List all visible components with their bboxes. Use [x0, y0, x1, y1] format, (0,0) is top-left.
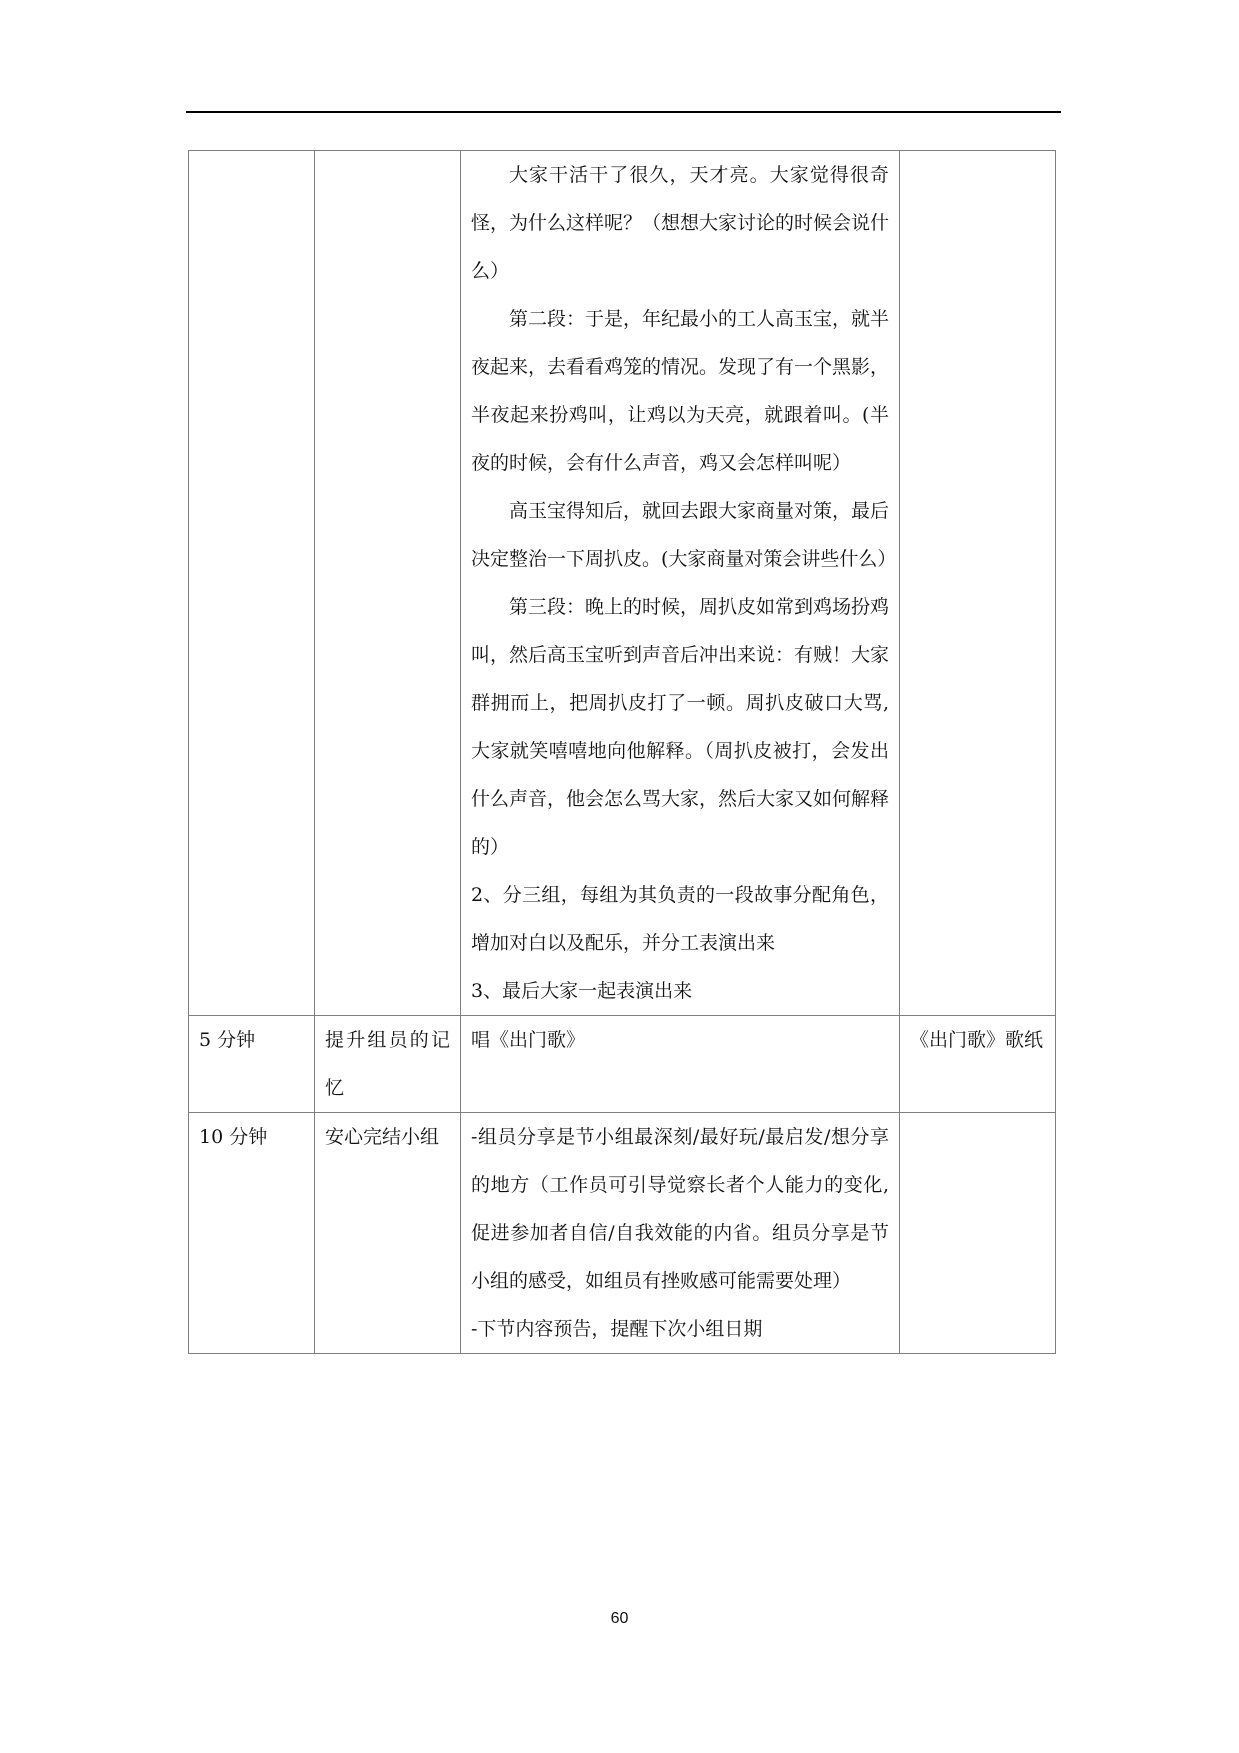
session-plan-table — [188, 150, 1056, 1354]
time-cell — [189, 151, 315, 1016]
page-number: 60 — [610, 1610, 629, 1627]
materials-cell: 《出门歌》歌纸 — [900, 1016, 1056, 1113]
table-row — [189, 1113, 1056, 1354]
content-paragraph: 唱《出门歌》 — [471, 1029, 586, 1051]
content-paragraph: 3、最后大家一起表演出来 — [471, 980, 693, 1002]
header-rule — [186, 111, 1061, 113]
goal-cell — [315, 151, 461, 1016]
table-row-continued — [189, 151, 1056, 1016]
goal-cell: 提升组员的记忆 — [315, 1016, 461, 1113]
content-paragraph: 2、分三组，每组为其负责的一段故事分配角色，增加对白以及配乐，并分工表演出来 — [471, 884, 889, 954]
materials-cell — [900, 1113, 1056, 1354]
content-cell — [461, 1113, 900, 1354]
goal-cell: 安心完结小组 — [315, 1113, 461, 1354]
content-paragraph: 大家干活干了很久，天才亮。大家觉得很奇怪，为什么这样呢？（想想大家讨论的时候会说什么） — [471, 164, 890, 282]
table-row — [189, 1016, 1056, 1113]
content-paragraph: 第三段：晚上的时候，周扒皮如常到鸡场扮鸡叫，然后高玉宝听到声音后冲出来说：有贼！大家群拥而上，把周扒皮打了一顿。周扒皮破口大骂,大家就笑嘻嘻地向他解释。（周扒皮被打，会发出什么声音，他会怎么骂大家，然后大家又如何解释的） — [471, 596, 890, 858]
content-paragraph: 第二段：于是，年纪最小的工人高玉宝，就半夜起来，去看看鸡笼的情况。发现了有一个黑影，半夜起来扮鸡叫，让鸡以为天亮，就跟着叫。(半夜的时候，会有什么声音，鸡又会怎样叫呢） — [471, 308, 890, 474]
content-paragraph: -下节内容预告，提醒下次小组日期 — [471, 1318, 763, 1340]
content-paragraph: -组员分享是节小组最深刻/最好玩/最启发/想分享的地方（工作员可引导觉察长者个人能力的变化,促进参加者自信/自我效能的内省。组员分享是节小组的感受，如组员有挫败感可能需要处理） — [471, 1126, 889, 1292]
content-paragraph: 高玉宝得知后，就回去跟大家商量对策，最后决定整治一下周扒皮。(大家商量对策会讲些什么） — [471, 500, 897, 570]
materials-cell — [900, 151, 1056, 1016]
time-cell: 10 分钟 — [189, 1113, 315, 1354]
content-cell — [461, 1016, 900, 1113]
content-cell — [461, 151, 900, 1016]
time-cell: 5 分钟 — [189, 1016, 315, 1113]
